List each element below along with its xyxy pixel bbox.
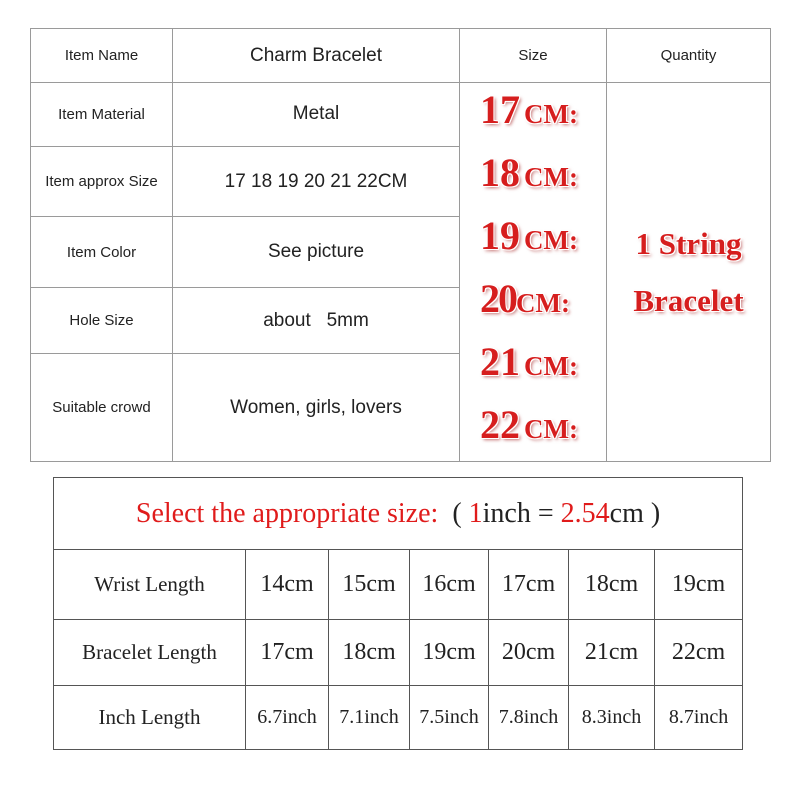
size-conversion-table [53,477,743,750]
table-cell: 16cm [410,550,489,620]
item-name-value: Charm Bracelet [173,29,460,83]
row-label: Bracelet Length [54,620,246,686]
item-name-label: Item Name [31,29,173,83]
table-cell: 8.3inch [569,686,655,750]
table-row [54,686,743,750]
size-option: 17 CM: [480,87,578,132]
conversion-title: Select the appropriate size: ( 1inch = 2.54cm ) [54,478,743,550]
table-cell: 7.1inch [329,686,410,750]
table-cell: 17cm [246,620,329,686]
spec-row-value: Metal [173,83,460,147]
spec-row-label: Item Material [31,83,173,147]
size-list-cell [460,83,607,462]
table-row [54,620,743,686]
size-option: 22 CM: [480,402,578,447]
table-cell: 6.7inch [246,686,329,750]
spec-row-value: 17 18 19 20 21 22CM [173,146,460,216]
quantity-cell [607,83,771,462]
spec-row-label: Item approx Size [31,146,173,216]
size-header: Size [460,29,607,83]
quantity-line-1: 1 String [635,226,742,261]
table-cell: 7.8inch [489,686,569,750]
row-label: Wrist Length [54,550,246,620]
table-cell: 15cm [329,550,410,620]
size-option: 21 CM: [480,339,578,384]
table-row [54,550,743,620]
table-cell: 8.7inch [655,686,743,750]
spec-row-value: Women, girls, lovers [173,354,460,462]
table-cell: 18cm [329,620,410,686]
spec-row-value: See picture [173,217,460,288]
table-cell: 20cm [489,620,569,686]
spec-row-label: Suitable crowd [31,354,173,462]
spec-row-value: about 5mm [173,288,460,354]
table-cell: 22cm [655,620,743,686]
size-option: 20CM: [480,276,570,321]
table-cell: 7.5inch [410,686,489,750]
spec-row-label: Hole Size [31,288,173,354]
spec-table [30,28,771,462]
spec-row-label: Item Color [31,217,173,288]
row-label: Inch Length [54,686,246,750]
table-cell: 17cm [489,550,569,620]
quantity-line-2: Bracelet [633,283,744,318]
table-cell: 19cm [410,620,489,686]
table-cell: 14cm [246,550,329,620]
table-cell: 18cm [569,550,655,620]
table-cell: 19cm [655,550,743,620]
size-option: 19 CM: [480,213,578,258]
table-cell: 21cm [569,620,655,686]
quantity-header: Quantity [607,29,771,83]
size-option: 18 CM: [480,150,578,195]
